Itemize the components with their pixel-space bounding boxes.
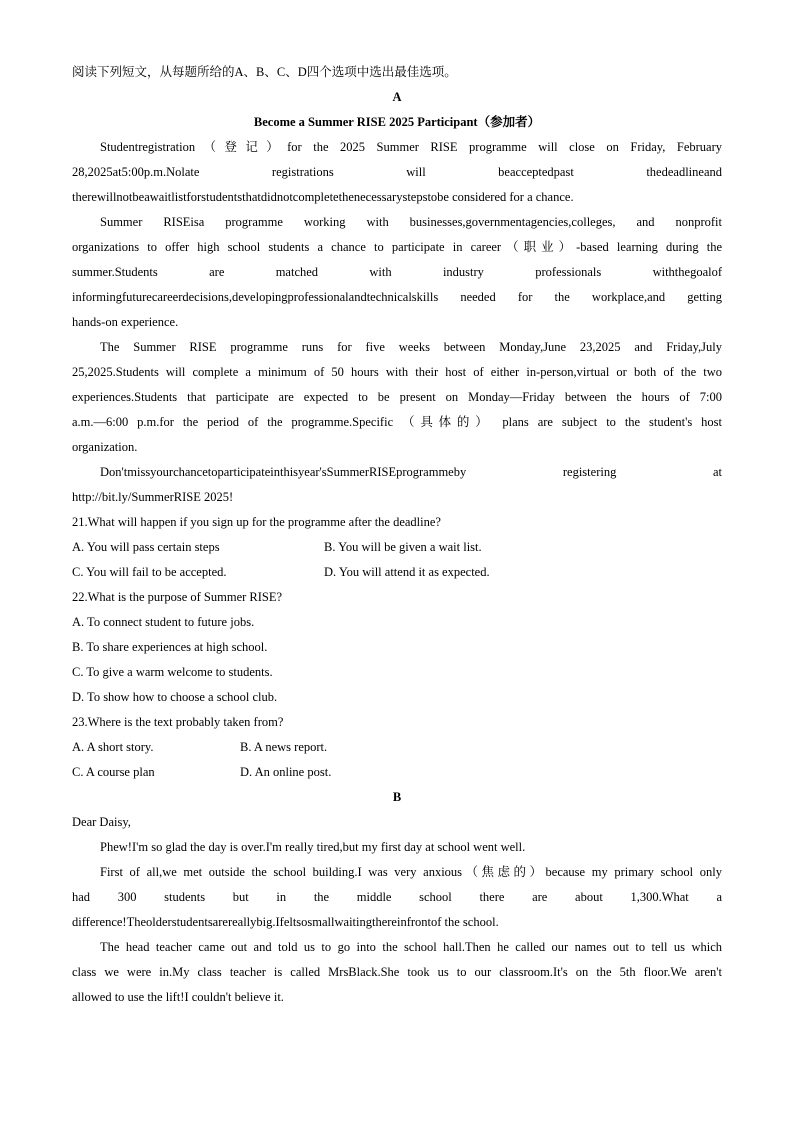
question-21-options-row xyxy=(72,535,722,560)
paragraph-a3-line: a.m.—6:00 p.m.for the period of the programme.Specific （具体的） plans are subject to the student's host xyxy=(72,415,722,429)
option-21-a: A. You will pass certain steps xyxy=(72,540,220,554)
paragraph-b3-line: The head teacher came out and told us to go into the school hall.Then he called our names out to tell us which xyxy=(100,940,722,954)
paragraph-b3-line: class we were in.My class teacher is called MrsBlack.She took us to our classroom.It's on the 5th floor.We aren't xyxy=(72,965,722,979)
paragraph-b2-line: First of all,we met outside the school building.I was very anxious（焦虑的）because my primary school only xyxy=(100,865,722,879)
option-23-b: B. A news report. xyxy=(240,740,328,754)
paragraph-b1-line: Phew!I'm so glad the day is over.I'm really tired,but my first day at school went well. xyxy=(100,840,526,854)
paragraph-b2-line: difference!Theolderstudentsarereallybig.Ifeltsosmallwaitingthereinfrontof the school. xyxy=(72,915,499,929)
question-21-stem: 21.What will happen if you sign up for the programme after the deadline? xyxy=(72,515,441,529)
paragraph-a1-line: Studentregistration（登记）for the 2025 Summer RISE programme will close on Friday, February xyxy=(100,140,722,154)
option-22-d: D. To show how to choose a school club. xyxy=(72,690,278,704)
option-22-b: B. To share experiences at high school. xyxy=(72,640,268,654)
section-b-label: B xyxy=(392,790,402,804)
instruction: 阅读下列短文，从每题所给的A、B、C、D四个选项中选出最佳选项。 xyxy=(72,65,457,79)
option-21-d: D. You will attend it as expected. xyxy=(324,565,490,579)
paragraph-a2-line: Summer RISEisa programme working with businesses,governmentagencies,colleges, and nonprofit xyxy=(100,215,722,229)
paragraph-a1-line: 28,2025at5:00p.m.Nolate registrations will beacceptedpast thedeadlineand xyxy=(72,165,722,179)
paragraph-a1-line: therewillnotbeawaitlistforstudentsthatdidnotcompletethenecessarystepstobe considered for a chance. xyxy=(72,190,574,204)
option-21-c: C. You will fail to be accepted. xyxy=(72,565,227,579)
question-23-stem: 23.Where is the text probably taken from? xyxy=(72,715,284,729)
question-21-options-row xyxy=(72,560,722,585)
letter-greeting: Dear Daisy, xyxy=(72,815,131,829)
option-23-c: C. A course plan xyxy=(72,765,155,779)
option-22-a: A. To connect student to future jobs. xyxy=(72,615,255,629)
paragraph-a4-line: http://bit.ly/SummerRISE 2025! xyxy=(72,490,234,504)
paragraph-b2-line: had 300 students but in the middle school there are about 1,300.What a xyxy=(72,890,722,904)
question-23-options-row xyxy=(72,760,722,785)
option-23-a: A. A short story. xyxy=(72,740,154,754)
paragraph-a2-line: hands-on experience. xyxy=(72,315,179,329)
paragraph-a3-line: 25,2025.Students will complete a minimum of 50 hours with their host of either in-person,virtual or both of the two xyxy=(72,365,722,379)
question-22-stem: 22.What is the purpose of Summer RISE? xyxy=(72,590,283,604)
paragraph-a3-line: The Summer RISE programme runs for five weeks between Monday,June 23,2025 and Friday,July xyxy=(100,340,722,354)
question-23-options-row xyxy=(72,735,722,760)
exam-page xyxy=(72,60,722,1010)
section-a-label: A xyxy=(392,90,402,104)
option-21-b: B. You will be given a wait list. xyxy=(324,540,482,554)
paragraph-b3-line: allowed to use the lift!I couldn't believe it. xyxy=(72,990,284,1004)
paragraph-a2-line: informingfuturecareerdecisions,developingprofessionalandtechnicalskills needed for the workplace,and getting xyxy=(72,290,722,304)
option-22-c: C. To give a warm welcome to students. xyxy=(72,665,273,679)
paragraph-a2-line: summer.Students are matched with industry professionals withthegoalof xyxy=(72,265,722,279)
paragraph-a4-line: Don'tmissyourchancetoparticipateinthisyear'sSummerRISEprogrammeby registering at xyxy=(100,465,722,479)
paragraph-a3-line: experiences.Students that participate are expected to be present on Monday—Friday between the hours of 7:00 xyxy=(72,390,722,404)
paragraph-a2-line: organizations to offer high school students a chance to participate in career（职业）-based learning during the xyxy=(72,240,722,254)
option-23-d: D. An online post. xyxy=(240,765,332,779)
section-a-title: Become a Summer RISE 2025 Participant（参加者） xyxy=(253,115,541,129)
paragraph-a3-line: organization. xyxy=(72,440,138,454)
